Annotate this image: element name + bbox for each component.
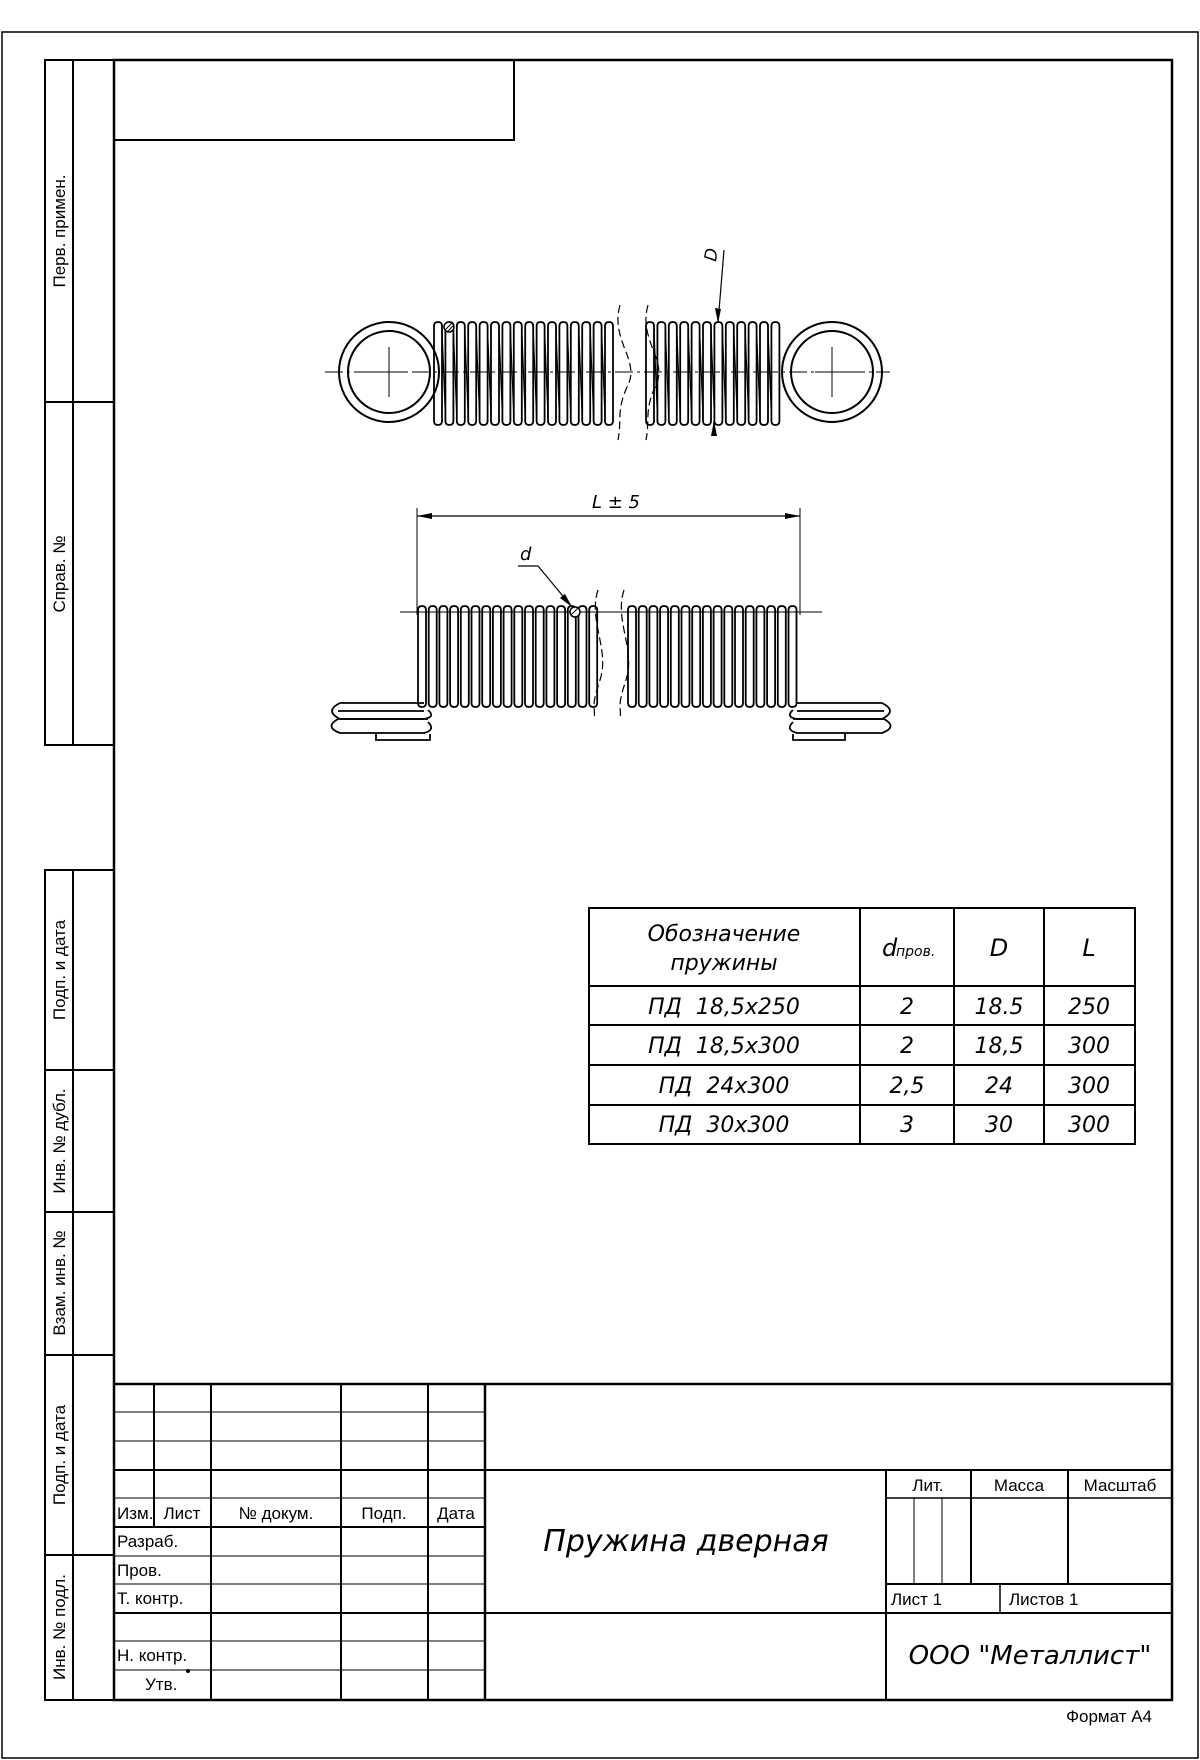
coil-turn <box>756 606 764 707</box>
role-prov: Пров. <box>117 1561 162 1580</box>
coil-turn <box>468 322 476 425</box>
row-1-L: 250 <box>1068 995 1110 1020</box>
coil-turn <box>439 606 447 707</box>
coil-turn <box>746 606 754 707</box>
role-utv: Утв. <box>145 1675 178 1694</box>
coil-turn <box>646 322 654 425</box>
coil-turn <box>671 606 679 707</box>
row-3-d: 2,5 <box>889 1074 925 1099</box>
coil-turn <box>605 322 613 425</box>
listov-label: Листов 1 <box>1009 1590 1079 1609</box>
role-nkontr: Н. контр. <box>117 1646 188 1665</box>
coils-top-left <box>434 322 613 425</box>
header-L: L <box>1082 934 1096 962</box>
header-d-sub: пров. <box>896 944 936 960</box>
role-razrab: Разраб. <box>117 1532 179 1551</box>
row-3-designation: ПД 24х300 <box>658 1074 790 1099</box>
left-hook-side <box>331 703 431 740</box>
coils-side-right <box>628 606 797 707</box>
top-left-box <box>114 60 514 140</box>
coil-turn <box>703 606 711 707</box>
coil-turn <box>714 322 722 425</box>
document-name: Пружина дверная <box>543 1524 829 1559</box>
role-tkontr: Т. контр. <box>117 1589 184 1608</box>
coil-turn <box>714 606 722 707</box>
coil-turn <box>536 606 544 707</box>
main-frame <box>114 60 1172 1700</box>
header-d-main: d <box>882 934 898 962</box>
col-doc: № докум. <box>238 1504 314 1523</box>
col-list: Лист <box>163 1504 201 1523</box>
coil-turn <box>692 322 700 425</box>
coil-turn <box>445 322 453 425</box>
header-designation-1: Обозначение <box>647 922 801 947</box>
dim-D-label: D <box>701 246 723 263</box>
side-label-inv-podl: Инв. № подл. <box>50 1574 69 1680</box>
title-block <box>114 1384 1172 1726</box>
company-name: ООО "Металлист" <box>908 1641 1152 1671</box>
coil-turn <box>735 606 743 707</box>
coil-turn <box>649 606 657 707</box>
row-4-designation: ПД 30х300 <box>658 1113 790 1138</box>
coil-turn <box>480 322 488 425</box>
coil-turn <box>504 606 512 707</box>
spring-side-view <box>331 492 890 740</box>
coil-turn <box>450 606 458 707</box>
side-label-sprav-no: Справ. № <box>50 535 69 613</box>
side-label-inv-dubl: Инв. № дубл. <box>50 1088 69 1194</box>
wire-section-side <box>570 607 580 617</box>
coil-turn <box>682 606 690 707</box>
coil-turn <box>493 606 501 707</box>
coil-turn <box>724 606 732 707</box>
coil-turn <box>628 606 636 707</box>
row-1-d: 2 <box>900 995 914 1020</box>
header-D: D <box>989 934 1009 962</box>
coil-turn <box>639 606 647 707</box>
coil-turn <box>491 322 499 425</box>
coil-turn <box>472 606 480 707</box>
spec-table <box>589 908 1135 1144</box>
coil-turn <box>546 606 554 707</box>
break-line-side-1 <box>594 590 603 720</box>
row-1-D: 18.5 <box>974 995 1024 1020</box>
coil-turn <box>537 322 545 425</box>
coil-turn <box>514 606 522 707</box>
coil-turn <box>502 322 510 425</box>
header-designation-2: пружины <box>670 951 778 976</box>
massa-label: Масса <box>993 1476 1045 1495</box>
row-1-designation: ПД 18,5х250 <box>648 995 800 1020</box>
row-3-L: 300 <box>1068 1074 1110 1099</box>
coil-turn <box>778 606 786 707</box>
coil-turn <box>737 322 745 425</box>
coil-turn <box>771 322 779 425</box>
coil-turn <box>703 322 711 425</box>
row-4-D: 30 <box>985 1113 1013 1138</box>
side-label-podp-data: Подп. и дата <box>50 919 69 1021</box>
coil-turn <box>767 606 775 707</box>
coil-turn <box>525 606 533 707</box>
row-2-d: 2 <box>900 1034 914 1059</box>
side-label-perv-primen: Перв. примен. <box>50 174 69 288</box>
coils-side-left <box>418 606 597 707</box>
coil-turn <box>482 606 490 707</box>
sheet-edge <box>2 32 1198 1758</box>
coil-turn <box>557 606 565 707</box>
coil-turn <box>726 322 734 425</box>
coil-turn <box>692 606 700 707</box>
dim-d-label: d <box>520 544 532 565</box>
right-hook-side <box>790 703 891 740</box>
coil-turn <box>660 606 668 707</box>
coil-turn <box>457 322 465 425</box>
row-2-D: 18,5 <box>974 1034 1024 1059</box>
side-label-podp-data-2: Подп. и дата <box>50 1404 69 1506</box>
side-label-vzam-inv: Взам. инв. № <box>50 1230 69 1336</box>
row-3-D: 24 <box>985 1074 1013 1099</box>
coil-turn <box>429 606 437 707</box>
row-2-L: 300 <box>1068 1034 1110 1059</box>
col-sign: Подп. <box>361 1504 407 1523</box>
coil-turn <box>594 322 602 425</box>
col-date: Дата <box>437 1504 475 1523</box>
coil-turn <box>461 606 469 707</box>
coil-turn <box>657 322 665 425</box>
list-label: Лист 1 <box>891 1590 943 1609</box>
coil-turn <box>669 322 677 425</box>
spring-top-view <box>325 247 890 440</box>
row-4-L: 300 <box>1068 1113 1110 1138</box>
coil-turn <box>418 606 426 707</box>
coil-turn <box>760 322 768 425</box>
coil-turn <box>582 322 590 425</box>
col-izm: Изм. <box>117 1504 154 1523</box>
coil-turn <box>514 322 522 425</box>
coils-top-right <box>646 322 779 425</box>
masshtab-label: Масштаб <box>1083 1476 1157 1495</box>
lit-label: Лит. <box>912 1476 944 1495</box>
row-2-designation: ПД 18,5х300 <box>648 1034 800 1059</box>
row-4-d: 3 <box>900 1113 914 1138</box>
coil-turn <box>568 606 576 707</box>
coil-turn <box>559 322 567 425</box>
coil-turn <box>571 322 579 425</box>
coil-turn <box>789 606 797 707</box>
coil-turn <box>680 322 688 425</box>
coil-turn <box>525 322 533 425</box>
coil-turn <box>548 322 556 425</box>
format-label: Формат А4 <box>1066 1707 1152 1726</box>
coil-turn <box>579 606 587 707</box>
coil-turn <box>749 322 757 425</box>
dim-L-label: L ± 5 <box>591 492 641 513</box>
